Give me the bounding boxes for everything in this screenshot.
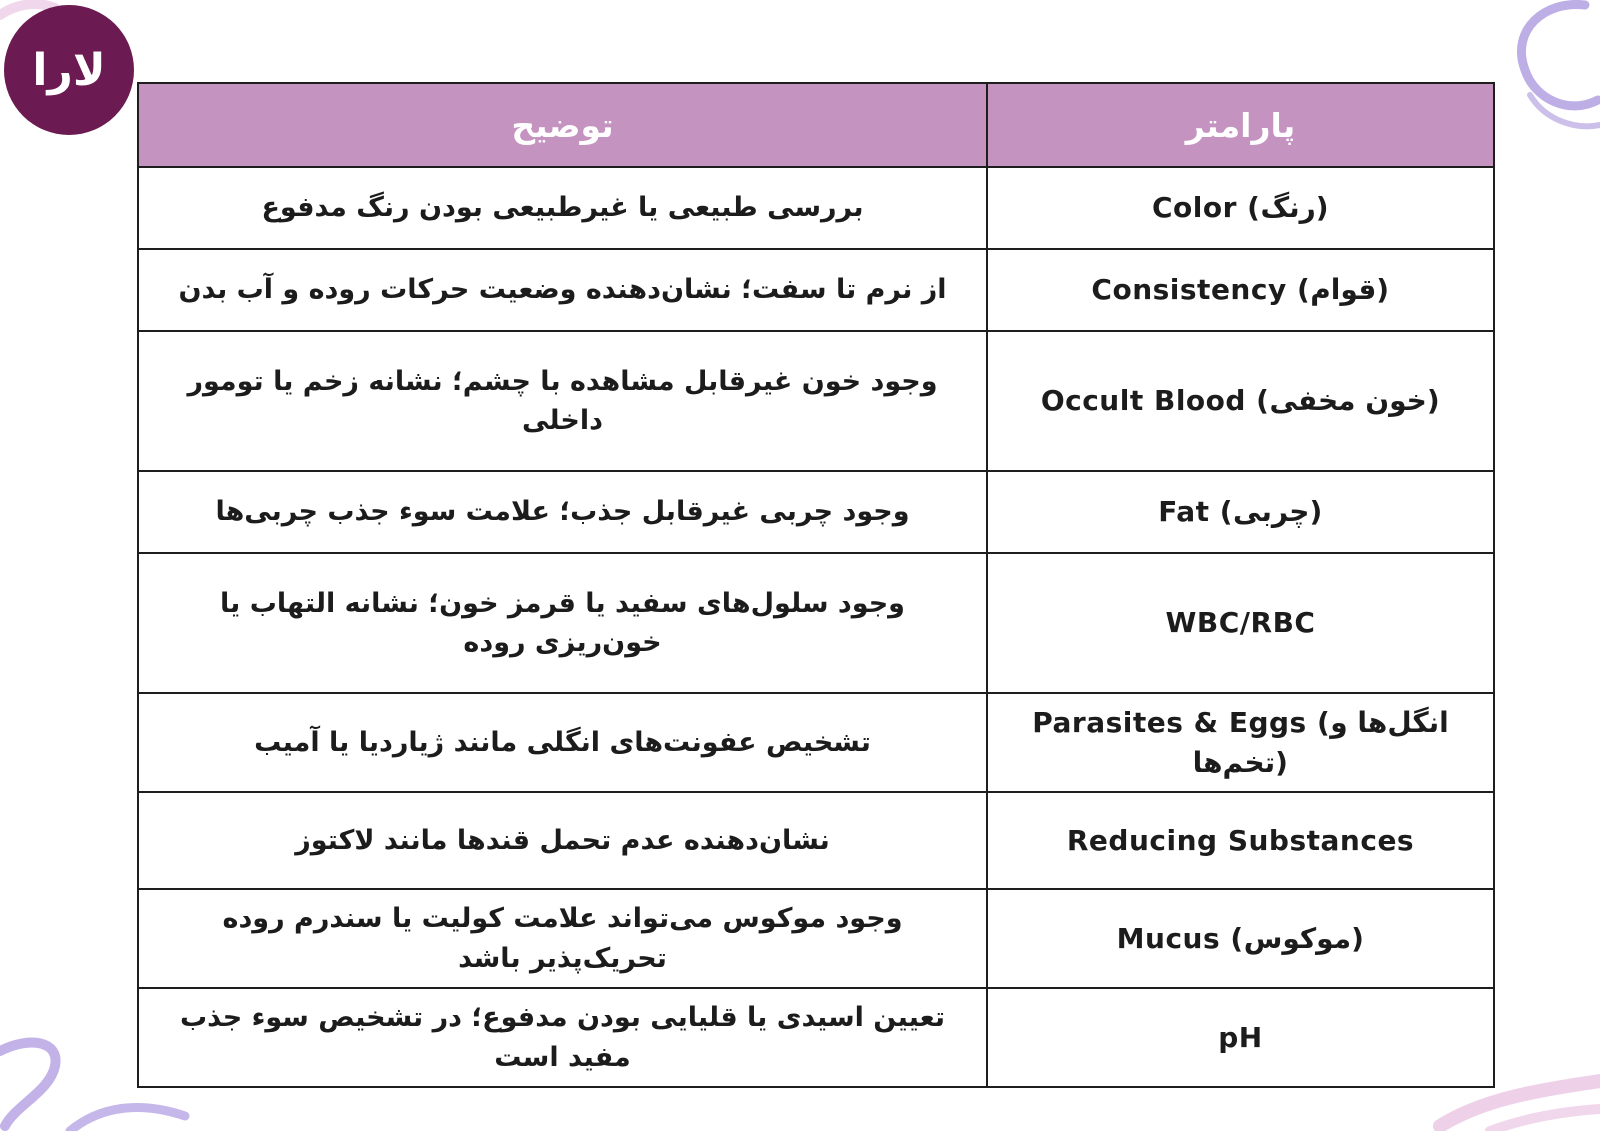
table-row-ph bbox=[138, 988, 1494, 1087]
decorative-swirl-top-right bbox=[1490, 0, 1600, 150]
table-row-mucus bbox=[138, 889, 1494, 988]
parameter-label: Consistency (قوام) bbox=[1091, 273, 1390, 307]
description-cell: تعیین اسیدی یا قلیایی بودن مدفوع؛ در تشخیص سوء جذب مفید است bbox=[138, 988, 987, 1087]
parameter-cell bbox=[987, 249, 1494, 331]
header-description: توضیح bbox=[138, 83, 987, 167]
parameter-cell bbox=[987, 988, 1494, 1087]
table-header-row bbox=[138, 83, 1494, 167]
stool-test-parameters-table bbox=[137, 82, 1495, 1088]
table-row-wbc-rbc bbox=[138, 553, 1494, 693]
parameter-cell bbox=[987, 167, 1494, 249]
parameter-label: Parasites & Eggs (انگل‌ها و تخم‌ها) bbox=[1032, 706, 1449, 779]
description-cell: نشان‌دهنده عدم تحمل قندها مانند لاکتوز bbox=[138, 792, 987, 889]
parameter-label: pH bbox=[1218, 1020, 1263, 1054]
table-row-reducing-substances bbox=[138, 792, 1494, 889]
description-cell: وجود موکوس می‌تواند علامت کولیت یا سندرم روده تحریک‌پذیر باشد bbox=[138, 889, 987, 988]
parameter-label: Reducing Substances bbox=[1066, 823, 1415, 857]
parameter-cell bbox=[987, 792, 1494, 889]
parameter-cell bbox=[987, 553, 1494, 693]
description-cell: از نرم تا سفت؛ نشان‌دهنده وضعیت حرکات روده و آب بدن bbox=[138, 249, 987, 331]
parameter-label: Fat (چربی) bbox=[1158, 495, 1323, 529]
brand-logo bbox=[4, 5, 134, 135]
table-row-color bbox=[138, 167, 1494, 249]
description-cell: وجود سلول‌های سفید یا قرمز خون؛ نشانه التهاب یا خون‌ریزی روده bbox=[138, 553, 987, 693]
parameter-cell bbox=[987, 331, 1494, 471]
description-cell: تشخیص عفونت‌های انگلی مانند ژیاردیا یا آمیب bbox=[138, 693, 987, 792]
parameter-cell bbox=[987, 889, 1494, 988]
table-row-occult-blood bbox=[138, 331, 1494, 471]
table-row-fat bbox=[138, 471, 1494, 553]
parameter-label: WBC/RBC bbox=[1165, 606, 1316, 640]
header-parameter: پارامتر bbox=[987, 83, 1494, 167]
parameter-label: Color (رنگ) bbox=[1151, 191, 1330, 225]
description-cell: وجود خون غیرقابل مشاهده با چشم؛ نشانه زخم یا تومور داخلی bbox=[138, 331, 987, 471]
parameter-cell bbox=[987, 693, 1494, 792]
description-cell: بررسی طبیعی یا غیرطبیعی بودن رنگ مدفوع bbox=[138, 167, 987, 249]
table-row-consistency bbox=[138, 249, 1494, 331]
parameter-label: Occult Blood (خون مخفی) bbox=[1040, 384, 1441, 418]
brand-logo-text: لارا bbox=[32, 44, 106, 96]
table-row-parasites bbox=[138, 693, 1494, 792]
parameter-cell bbox=[987, 471, 1494, 553]
parameter-label: Mucus (موکوس) bbox=[1116, 921, 1365, 955]
description-cell: وجود چربی غیرقابل جذب؛ علامت سوء جذب چربی‌ها bbox=[138, 471, 987, 553]
